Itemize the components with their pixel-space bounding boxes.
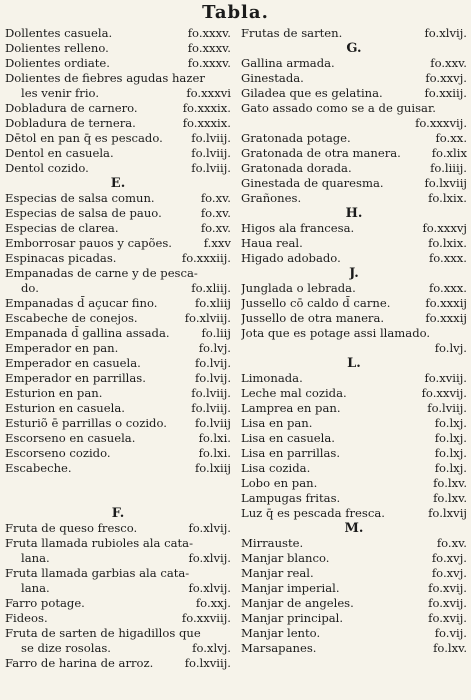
entry-title: Lobo en pan. (241, 476, 318, 490)
entry-folio: fo.xvj. (431, 551, 467, 565)
index-entry (241, 341, 467, 356)
index-entry (241, 506, 467, 521)
entry-title: Gratonada potage. (241, 131, 351, 145)
index-entry (5, 101, 231, 116)
index-entry (5, 401, 231, 416)
entry-title: Emperador en parrillas. (5, 371, 146, 385)
index-entry (241, 566, 467, 581)
entry-folio: fo.lxix. (428, 236, 467, 250)
entry-title: Dolientes relleno. (5, 41, 109, 55)
entry-folio: fo.xvij. (428, 611, 467, 625)
index-entry (241, 401, 467, 416)
entry-title: Fruta llamada rubioles ala cata- (5, 536, 193, 550)
entry-title: Emperador en casuela. (5, 356, 141, 370)
entry-title: Manjar de angeles. (241, 596, 354, 610)
entry-folio: fo.xv. (200, 206, 231, 220)
section-letter-text: L. (347, 356, 361, 371)
index-entry (241, 251, 467, 266)
section-letter-text: J. (349, 266, 359, 281)
entry-folio: fo.xvij. (428, 581, 467, 595)
entry-folio: fo.xxxvj (422, 221, 467, 235)
index-entry (5, 251, 231, 266)
entry-title: Esturion en pan. (5, 386, 103, 400)
entry-folio: fo.lviij. (427, 401, 467, 415)
entry-title: Leche mal cozida. (241, 386, 347, 400)
entry-folio: fo.lxj. (434, 431, 467, 445)
index-entry (5, 326, 231, 341)
entry-title: Higado adobado. (241, 251, 341, 265)
entry-folio: fo.xliij (194, 296, 231, 310)
index-entry (241, 611, 467, 626)
entry-title: Junglada o lebrada. (241, 281, 356, 295)
index-entry (5, 521, 231, 536)
index-entry (5, 41, 231, 56)
index-entry (241, 326, 467, 341)
entry-title: Fruta llamada garbias ala cata- (5, 566, 190, 580)
entry-folio: fo.xviij. (424, 371, 467, 385)
index-entry (241, 101, 467, 116)
entry-title: Escabeche de conejos. (5, 311, 138, 325)
index-entry (241, 371, 467, 386)
index-entry (5, 356, 231, 371)
entry-title: Luz q̄ es pescada fresca. (241, 506, 385, 520)
section-letter-text: G. (346, 41, 362, 56)
index-entry (241, 386, 467, 401)
entry-title: Espinacas picadas. (5, 251, 117, 265)
entry-folio: fo.lxv. (433, 476, 467, 490)
section-letter (241, 206, 467, 221)
index-entry (241, 536, 467, 551)
entry-title: se dize rosolas. (21, 641, 111, 655)
entry-title: Escabeche. (5, 461, 72, 475)
index-entry (241, 116, 467, 131)
entry-folio: fo.lvij. (195, 371, 231, 385)
index-entry (241, 296, 467, 311)
entry-folio: fo.xxxvi (186, 86, 231, 100)
entry-title: Escorseno cozido. (5, 446, 111, 460)
index-entry (241, 416, 467, 431)
entry-folio: fo.xxxiij. (181, 251, 231, 265)
index-entry (241, 71, 467, 86)
entry-folio: fo.xxxij (425, 296, 467, 310)
entry-folio: fo.lvj. (198, 341, 231, 355)
entry-title: Lisa en casuela. (241, 431, 335, 445)
entry-folio: fo.xlvj. (192, 641, 231, 655)
entry-folio: fo.lviij. (191, 131, 231, 145)
entry-title: Grañones. (241, 191, 302, 205)
entry-folio: fo.lxv. (433, 491, 467, 505)
index-entry (241, 146, 467, 161)
entry-folio: fo.lxv. (433, 641, 467, 655)
entry-title: les venir frio. (21, 86, 100, 100)
entry-title: Emperador en pan. (5, 341, 119, 355)
entry-folio: fo.xxx. (428, 251, 467, 265)
index-entry (5, 431, 231, 446)
index-entry (241, 26, 467, 41)
entry-folio: fo.xlvij. (424, 26, 467, 40)
entry-folio: fo.xlix (431, 146, 467, 160)
entry-folio: fo.lviij. (191, 386, 231, 400)
entry-title: Dentol cozido. (5, 161, 89, 175)
index-entry (5, 206, 231, 221)
entry-folio: fo.xxx. (428, 281, 467, 295)
entry-title: Manjar imperial. (241, 581, 340, 595)
entry-folio: fo.xxxix. (182, 101, 231, 115)
entry-folio: fo.lxiij (194, 461, 231, 475)
index-entry (241, 221, 467, 236)
entry-folio: fo.vij. (434, 626, 467, 640)
entry-title: Esturiõ ē parrillas o cozido. (5, 416, 167, 430)
index-entry (5, 296, 231, 311)
section-letter (241, 41, 467, 56)
index-entry (241, 626, 467, 641)
entry-title: Lisa en pan. (241, 416, 313, 430)
entry-folio: fo.lvj. (434, 341, 467, 355)
entry-title: Jussello de otra manera. (241, 311, 385, 325)
entry-title: Dollentes casuela. (5, 26, 113, 40)
entry-title: Dobladura de ternera. (5, 116, 136, 130)
index-entry (5, 596, 231, 611)
entry-folio: fo.xv. (436, 536, 467, 550)
entry-title: Lisa en parrillas. (241, 446, 341, 460)
entry-title: Emborrosar pauos y capões. (5, 236, 172, 250)
entry-folio: fo.lxj. (434, 416, 467, 430)
index-entry (5, 311, 231, 326)
entry-folio: fo.lviij. (191, 146, 231, 160)
entry-title: Limonada. (241, 371, 303, 385)
entry-folio: fo.xxxv. (187, 41, 231, 55)
index-entry (5, 611, 231, 626)
section-letter (5, 176, 231, 191)
page-title: Tabla. (202, 2, 269, 23)
section-letter-text: F. (111, 506, 125, 521)
index-entry (241, 236, 467, 251)
index-entry (5, 371, 231, 386)
entry-title: Higos ala francesa. (241, 221, 355, 235)
index-entry (5, 581, 231, 596)
index-entry (241, 56, 467, 71)
entry-title: Manjar lento. (241, 626, 321, 640)
entry-folio: fo.xxvij. (421, 386, 467, 400)
index-entry (5, 566, 231, 581)
index-entry (5, 86, 231, 101)
index-entry (241, 641, 467, 656)
index-entry (5, 236, 231, 251)
index-entry (5, 626, 231, 641)
index-entry (5, 341, 231, 356)
entry-folio: fo.lxvij (428, 506, 467, 520)
index-entry (5, 56, 231, 71)
entry-folio: fo.xxv. (430, 56, 467, 70)
index-entry (5, 131, 231, 146)
spacer (5, 476, 231, 491)
index-entry (5, 71, 231, 86)
index-entry (5, 191, 231, 206)
index-entry (241, 176, 467, 191)
entry-folio: f.xxv (203, 236, 231, 250)
entry-folio: fo.xxxix. (182, 116, 231, 130)
entry-folio: fo.xv. (200, 221, 231, 235)
entry-title: Especias de clarea. (5, 221, 119, 235)
index-entry (5, 641, 231, 656)
entry-folio: fo.lxi. (198, 431, 231, 445)
index-entry (5, 161, 231, 176)
entry-folio: fo.xvij. (428, 596, 467, 610)
entry-folio: fo.xlvij. (188, 581, 231, 595)
entry-title: Jussello cō caldo d̄ carne. (241, 296, 391, 310)
entry-title: Lampugas fritas. (241, 491, 341, 505)
index-entry (5, 221, 231, 236)
index-entry (5, 656, 231, 671)
index-entry (241, 446, 467, 461)
index-entry (5, 146, 231, 161)
index-entry (241, 476, 467, 491)
entry-title: Empanadas d̄ açucar fino. (5, 296, 158, 310)
index-entry (5, 416, 231, 431)
entry-title: lana. (21, 581, 50, 595)
section-letter (241, 266, 467, 281)
entry-title: Empanadas de carne y de pesca- (5, 266, 198, 280)
section-letter (5, 506, 231, 521)
entry-title: do. (21, 281, 39, 295)
section-letter-text: H. (345, 206, 363, 221)
entry-title: Empanada d̄ gallina assada. (5, 326, 170, 340)
index-entry (241, 581, 467, 596)
entry-folio: fo.xlvij. (188, 521, 231, 535)
entry-title: Haua real. (241, 236, 303, 250)
index-entry (241, 86, 467, 101)
entry-title: Jota que es potage assi llamado. (241, 326, 431, 340)
entry-title: Dolientes ordiate. (5, 56, 110, 70)
entry-title: Gratonada de otra manera. (241, 146, 401, 160)
entry-folio: fo.xxxvij. (415, 116, 467, 130)
index-entry (241, 491, 467, 506)
entry-folio: fo.xxvj. (425, 71, 467, 85)
index-entry (5, 116, 231, 131)
index-entry (5, 446, 231, 461)
entry-title: Dentol en casuela. (5, 146, 114, 160)
entry-title: Lamprea en pan. (241, 401, 341, 415)
index-entry (241, 191, 467, 206)
index-entry (5, 551, 231, 566)
entry-folio: fo.xxxij (425, 311, 467, 325)
entry-folio: fo.xv. (200, 191, 231, 205)
index-entry (241, 161, 467, 176)
entry-folio: fo.xxxv. (187, 56, 231, 70)
index-entry (5, 266, 231, 281)
entry-folio: fo.xxxv. (187, 26, 231, 40)
index-entry (241, 551, 467, 566)
entry-title: Gato assado como se a de guisar. (241, 101, 436, 115)
section-letter-text: E. (110, 176, 126, 191)
entry-title: Dobladura de carnero. (5, 101, 138, 115)
entry-title: lana. (21, 551, 50, 565)
index-entry (5, 386, 231, 401)
index-column-right (241, 26, 467, 656)
index-entry (241, 461, 467, 476)
entry-folio: fo.lxix. (428, 191, 467, 205)
entry-folio: fo.lviij. (191, 401, 231, 415)
entry-title: Mirrauste. (241, 536, 304, 550)
entry-folio: fo.lxj. (434, 461, 467, 475)
entry-folio: fo.xxj. (195, 596, 231, 610)
entry-title: Farro potage. (5, 596, 85, 610)
entry-folio: fo.xxviij. (181, 611, 231, 625)
entry-title: Manjar blanco. (241, 551, 330, 565)
entry-folio: fo.lxviij. (184, 656, 231, 670)
entry-title: Manjar real. (241, 566, 314, 580)
entry-title: Fideos. (5, 611, 48, 625)
index-column-left (5, 26, 231, 671)
entry-title: Esturion en casuela. (5, 401, 125, 415)
entry-title: Dētol en pan q̄ es pescado. (5, 131, 163, 145)
index-entry (241, 431, 467, 446)
section-letter (241, 521, 467, 536)
entry-folio: fo.xlvij. (188, 551, 231, 565)
index-entry (241, 281, 467, 296)
entry-title: Gallina armada. (241, 56, 335, 70)
entry-folio: fo.xvj. (431, 566, 467, 580)
entry-title: Escorseno en casuela. (5, 431, 136, 445)
index-entry (241, 311, 467, 326)
entry-title: Frutas de sarten. (241, 26, 343, 40)
entry-folio: fo.xliij. (191, 281, 231, 295)
entry-folio: fo.lxviij (424, 176, 467, 190)
entry-folio: fo.xx. (435, 131, 467, 145)
entry-title: Gratonada dorada. (241, 161, 352, 175)
section-letter (241, 356, 467, 371)
index-entry (241, 596, 467, 611)
entry-folio: fo.xlviij. (184, 311, 231, 325)
entry-title: Dolientes de fiebres agudas hazer (5, 71, 205, 85)
entry-folio: fo.lviij. (191, 161, 231, 175)
section-letter-text: M. (344, 521, 364, 536)
entry-title: Manjar principal. (241, 611, 344, 625)
index-entry (5, 461, 231, 476)
index-entry (5, 281, 231, 296)
entry-folio: fo.lxi. (198, 446, 231, 460)
entry-folio: fo.lviij (194, 416, 231, 430)
entry-title: Farro de harina de arroz. (5, 656, 154, 670)
entry-title: Lisa cozida. (241, 461, 311, 475)
entry-folio: fo.lvij. (195, 356, 231, 370)
entry-folio: fo.liiij. (430, 161, 467, 175)
index-entry (5, 536, 231, 551)
index-entry (241, 131, 467, 146)
entry-title: Giladea que es gelatina. (241, 86, 383, 100)
entry-title: Fruta de sarten de higadillos que (5, 626, 201, 640)
entry-title: Marsapanes. (241, 641, 317, 655)
index-entry (5, 26, 231, 41)
spacer (5, 491, 231, 506)
entry-title: Ginestada. (241, 71, 304, 85)
entry-title: Especias de salsa de pauo. (5, 206, 162, 220)
entry-title: Fruta de queso fresco. (5, 521, 138, 535)
entry-folio: fo.liij (201, 326, 231, 340)
entry-folio: fo.lxj. (434, 446, 467, 460)
entry-folio: fo.xxiij. (424, 86, 467, 100)
entry-title: Ginestada de quaresma. (241, 176, 384, 190)
entry-title: Especias de salsa comun. (5, 191, 155, 205)
